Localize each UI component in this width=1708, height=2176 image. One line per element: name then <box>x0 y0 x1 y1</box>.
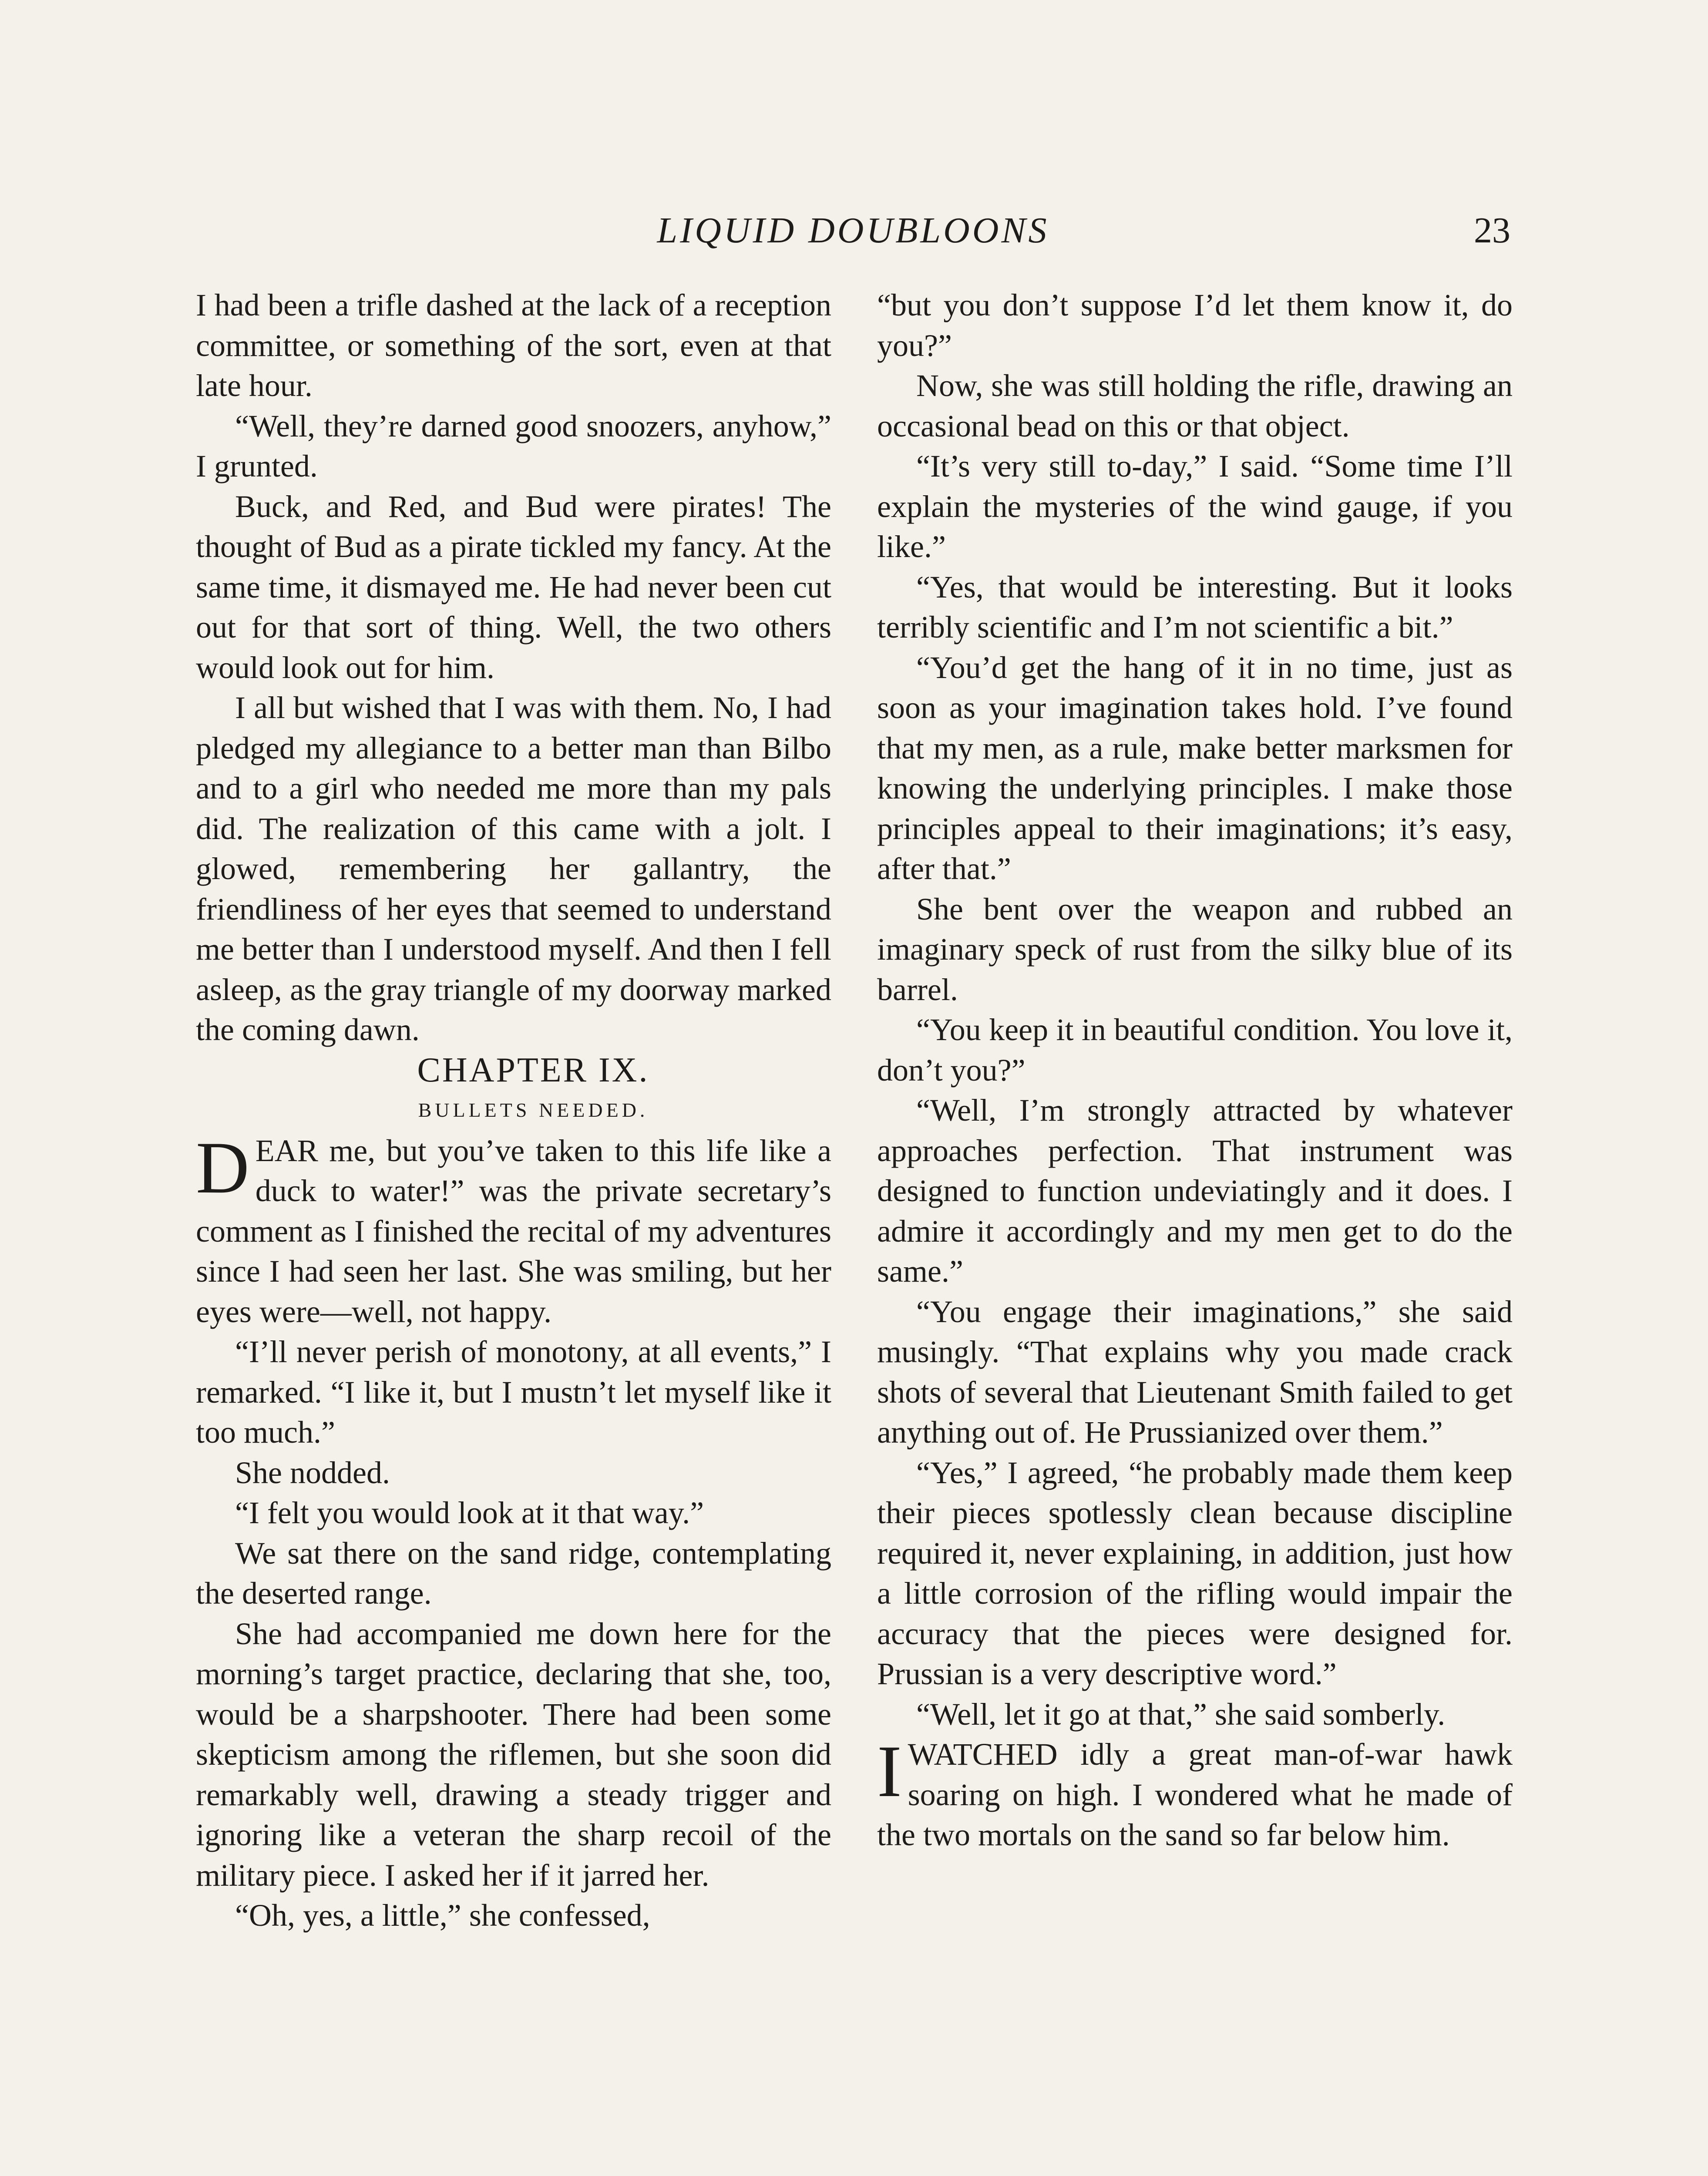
chapter-subtitle: BULLETS NEEDED. <box>418 1099 649 1121</box>
paragraph: “Well, let it go at that,” she said somberly. <box>916 1696 1446 1732</box>
paragraph: “Yes, that would be interesting. But it looks terribly scientific and I’m not scientific a bit.” <box>877 569 1513 645</box>
drop-cap: D <box>196 1126 249 1209</box>
paragraph: “Oh, yes, a little,” she confessed, <box>235 1898 650 1933</box>
paragraph: “I’ll never perish of monotony, at all events,” I remarked. “I like it, but I mustn’t let myself like it too much.” <box>196 1334 831 1450</box>
paragraph: I all but wished that I was with them. No, I had pledged my allegiance to a better man than Bilbo and to a girl who needed me more than my pals did. The realization of this came with a jolt. I glowed, remembering her gallantry, the friendliness of her eyes that seemed to understand me better than I understood myself. And then I fell asleep, as the gray triangle of my doorway marked the coming dawn. <box>196 690 831 1047</box>
left-column <box>196 285 831 1936</box>
paragraph: “It’s very still to-day,” I said. “Some time I’ll explain the mysteries of the wind gauge, if you like.” <box>877 449 1513 564</box>
paragraph: “Well, I’m strongly attracted by whatever approaches perfection. That instrument was designed to function undeviatingly and it does. I admire it accordingly and my men get to do the same.” <box>877 1093 1513 1289</box>
running-title: LIQUID DOUBLOONS <box>657 210 1049 251</box>
chapter-opening-paragraph <box>196 1126 831 1332</box>
paragraph-text: WATCHED idly a great man-of-war hawk soaring on high. I wondered what he made of the two mortals on the sand so far below him. <box>877 1737 1513 1852</box>
paragraph: “but you don’t suppose I’d let them know it, do you?” <box>877 288 1513 363</box>
paragraph: “You’d get the hang of it in no time, just as soon as your imagination takes hold. I’ve found that my men, as a rule, make better marksmen for knowing the underlying principles. I make those principles appeal to their imaginations; it’s easy, after that.” <box>877 650 1513 886</box>
paragraph-text: EAR me, but you’ve taken to this life like a duck to water!” was the private secretary’s comment as I finished the recital of my adventures since I had seen her last. She was smiling, but her eyes were—well, not happy. <box>196 1133 831 1329</box>
paragraph: She had accompanied me down here for the morning’s target practice, declaring that she, too, would be a sharpshooter. There had been some skepticism among the riflemen, but she soon did remarkably well, drawing a steady trigger and ignoring like a veteran the sharp recoil of the military piece. I asked her if it jarred her. <box>196 1616 831 1893</box>
paragraph: “You engage their imaginations,” she said musingly. “That explains why you made crack shots of several that Lieutenant Smith failed to get anything out of. He Prussianized over them.” <box>877 1294 1513 1450</box>
chapter-title: CHAPTER IX. <box>417 1051 649 1089</box>
paragraph: “Well, they’re darned good snoozers, anyhow,” I grunted. <box>196 408 831 484</box>
right-column <box>877 285 1513 1855</box>
paragraph: “Yes,” I agreed, “he probably made them keep their pieces spotlessly clean because discipline required it, never explaining, in addition, just how a little corrosion of the rifling would impair the accuracy that the pieces were designed for. Prussian is a very descriptive word.” <box>877 1455 1513 1691</box>
paragraph: We sat there on the sand ridge, contemplating the deserted range. <box>196 1535 831 1611</box>
paragraph: She bent over the weapon and rubbed an imaginary speck of rust from the silky blue of its barrel. <box>877 891 1513 1007</box>
drop-cap: I <box>877 1730 902 1812</box>
page-header <box>196 205 1510 257</box>
section-opening-paragraph <box>877 1730 1513 1855</box>
paragraph: “I felt you would look at it that way.” <box>235 1495 704 1530</box>
paragraph: She nodded. <box>235 1455 390 1490</box>
paragraph: Now, she was still holding the rifle, drawing an occasional bead on this or that object. <box>877 368 1513 443</box>
paragraph: “You keep it in beautiful condition. You love it, don’t you?” <box>877 1012 1513 1088</box>
page-number: 23 <box>1474 210 1510 251</box>
paragraph: Buck, and Red, and Bud were pirates! The thought of Bud as a pirate tickled my fancy. At the same time, it dismayed me. He had never been cut out for that sort of thing. Well, the two others would look out for him. <box>196 489 831 685</box>
paragraph: I had been a trifle dashed at the lack of a reception committee, or something of the sort, even at that late hour. <box>196 288 831 403</box>
